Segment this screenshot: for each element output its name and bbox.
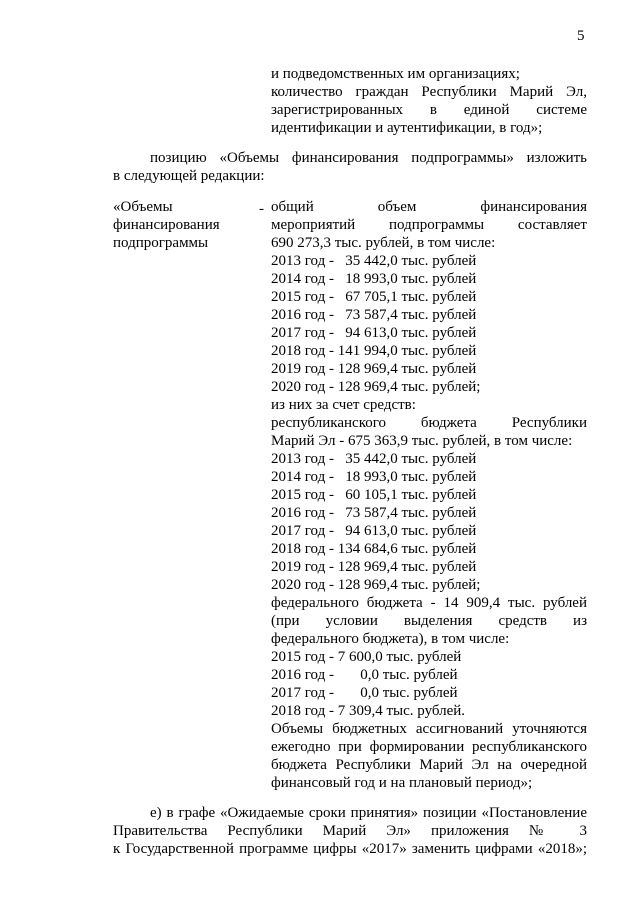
right-line: 2013 год - 35 442,0 тыс. рублей: [271, 451, 477, 467]
text-line: к Государственной программе цифры «2017» заменить цифрами «2018»;: [113, 841, 587, 857]
right-line: 2014 год - 18 993,0 тыс. рублей: [271, 469, 477, 485]
right-line: бюджета Республики Марий Эл на очередной: [271, 757, 587, 773]
right-line: из них за счет средств:: [271, 397, 416, 413]
right-line: 2016 год - 73 587,4 тыс. рублей: [271, 307, 477, 323]
text-line: зарегистрированных в единой системе: [271, 102, 587, 118]
right-line: 2020 год - 128 969,4 тыс. рублей;: [271, 577, 481, 593]
left-label: финансирования: [113, 217, 220, 233]
right-line: 2017 год - 94 613,0 тыс. рублей: [271, 325, 477, 341]
right-line: 2015 год - 67 705,1 тыс. рублей: [271, 289, 477, 305]
right-line: 2019 год - 128 969,4 тыс. рублей: [271, 361, 477, 377]
right-line: федерального бюджета - 14 909,4 тыс. рублей: [271, 595, 587, 611]
right-line: 2019 год - 128 969,4 тыс. рублей: [271, 559, 477, 575]
text-line: е) в графе «Ожидаемые сроки принятия» позиции «Постановление: [150, 805, 587, 821]
right-line: федерального бюджета), в том числе:: [271, 631, 510, 647]
right-line: 2016 год - 0,0 тыс. рублей: [271, 667, 458, 683]
right-line: 2015 год - 7 600,0 тыс. рублей: [271, 649, 462, 665]
page-number: 5: [577, 28, 585, 44]
right-line: Марий Эл - 675 363,9 тыс. рублей, в том числе:: [271, 433, 573, 449]
right-line: общий объем финансирования: [271, 199, 587, 215]
text-line: Правительства Республики Марий Эл» приложения № 3: [113, 823, 587, 839]
right-line: республиканского бюджета Республики: [271, 415, 587, 431]
right-line: 2020 год - 128 969,4 тыс. рублей;: [271, 379, 481, 395]
column-dash: -: [259, 201, 264, 217]
right-line: Объемы бюджетных ассигнований уточняются: [271, 721, 587, 737]
text-line: количество граждан Республики Марий Эл,: [271, 84, 587, 100]
text-line: идентификации и аутентификации, в год»;: [271, 120, 543, 136]
right-line: 2018 год - 134 684,6 тыс. рублей: [271, 541, 477, 557]
right-line: мероприятий подпрограммы составляет: [271, 217, 587, 233]
right-line: 2015 год - 60 105,1 тыс. рублей: [271, 487, 477, 503]
right-line: 690 273,3 тыс. рублей, в том числе:: [271, 235, 496, 251]
right-line: 2016 год - 73 587,4 тыс. рублей: [271, 505, 477, 521]
right-line: 2017 год - 0,0 тыс. рублей: [271, 685, 458, 701]
left-label: «Объемы: [113, 199, 173, 215]
right-line: 2014 год - 18 993,0 тыс. рублей: [271, 271, 477, 287]
right-line: ежегодно при формировании республиканского: [271, 739, 587, 755]
text-line: и подведомственных им организациях;: [271, 66, 520, 82]
left-label: подпрограммы: [113, 235, 209, 251]
right-line: 2018 год - 141 994,0 тыс. рублей: [271, 343, 477, 359]
right-line: 2018 год - 7 309,4 тыс. рублей.: [271, 703, 466, 719]
text-line: в следующей редакции:: [113, 168, 265, 184]
right-line: (при условии выделения средств из: [271, 613, 587, 629]
text-line: позицию «Объемы финансирования подпрограммы» изложить: [150, 150, 587, 166]
right-line: финансовый год и на плановый период»;: [271, 775, 533, 791]
right-line: 2017 год - 94 613,0 тыс. рублей: [271, 523, 477, 539]
right-line: 2013 год - 35 442,0 тыс. рублей: [271, 253, 477, 269]
